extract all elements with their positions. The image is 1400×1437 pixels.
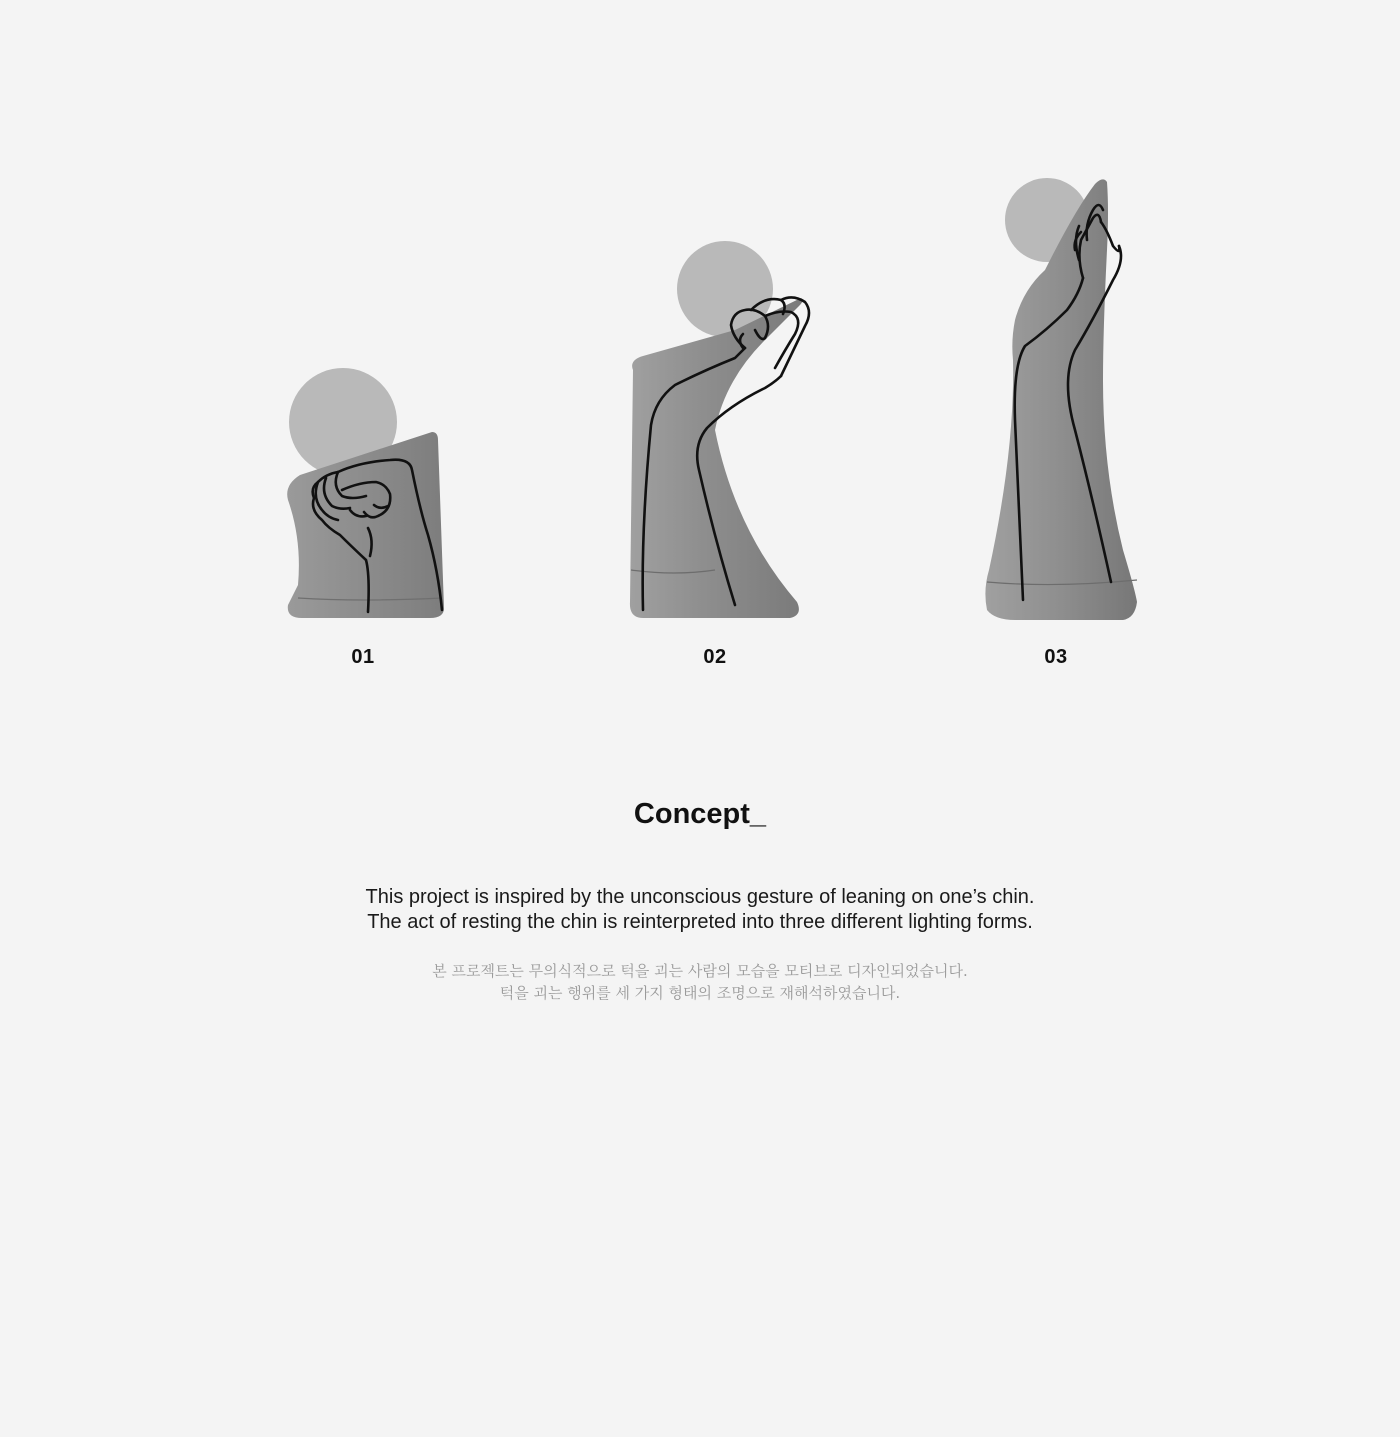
lamp-03-illustration: [975, 170, 1155, 630]
lamp-label-01: 01: [351, 646, 375, 668]
lamp-02: [615, 230, 835, 630]
lamp-01-illustration: [270, 360, 470, 630]
concept-description-english: [0, 885, 1400, 935]
lamp-label-02: 02: [703, 646, 727, 668]
concept-english-line-2: The act of resting the chin is reinterpreted into three different lighting forms.: [367, 911, 1033, 933]
lamp-label-03: 03: [1044, 646, 1068, 668]
lamp-03: [975, 170, 1155, 630]
lamp-body: [630, 298, 803, 618]
lamp-02-illustration: [615, 230, 835, 630]
lamp-01: [270, 360, 470, 630]
concept-title: Concept_: [633, 798, 767, 830]
concept-korean-line-1: 본 프로젝트는 무의식적으로 턱을 괴는 사람의 모습을 모티브로 디자인되었습니다.: [432, 962, 968, 980]
concept-english-line-1: This project is inspired by the unconscious gesture of leaning on one’s chin.: [365, 886, 1035, 908]
concept-description-korean: [0, 960, 1400, 1004]
concept-korean-line-2: 턱을 괴는 행위를 세 가지 형태의 조명으로 재해석하였습니다.: [499, 984, 901, 1002]
